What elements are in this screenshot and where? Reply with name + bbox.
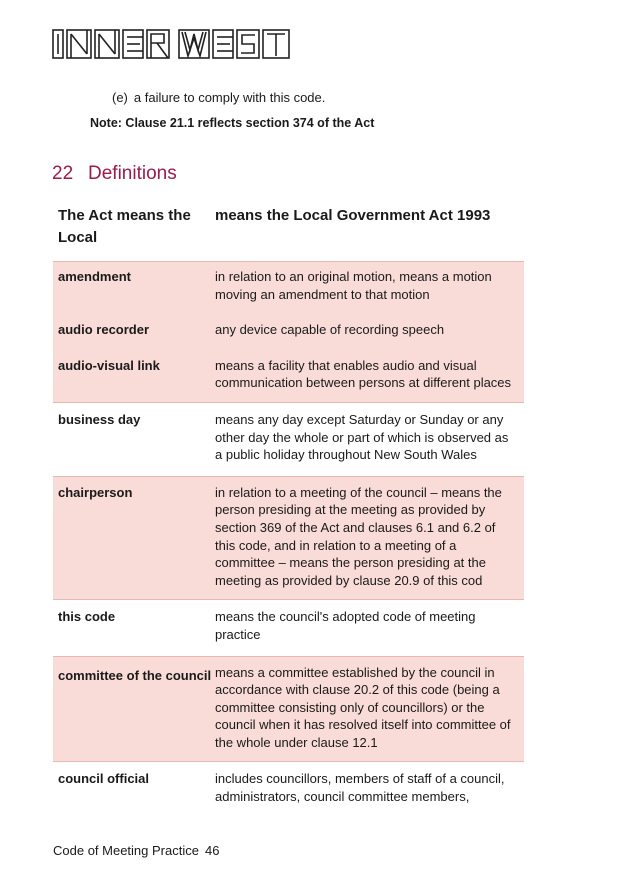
definition-term: committee of the council bbox=[58, 667, 212, 683]
definition-text: means a committee established by the council in accordance with clause 20.2 of this code (being a committee consisting only of councillors) or the council when it has resolved itself into committee of the whole under clause 12.1 bbox=[215, 664, 511, 750]
definition-group bbox=[53, 656, 524, 763]
clause-text: a failure to comply with this code. bbox=[133, 90, 326, 105]
definition-text: includes councillors, members of staff of a council, administrators, council committee members, bbox=[215, 771, 505, 805]
definition-term: council official bbox=[58, 771, 150, 787]
definition-group bbox=[53, 600, 524, 655]
page-footer bbox=[53, 843, 219, 858]
section-number: 22 bbox=[52, 163, 74, 184]
definition-term: audio recorder bbox=[58, 322, 150, 338]
definition-row bbox=[53, 411, 524, 464]
definition-text: means any day except Saturday or Sunday or any other day the whole or part of which is observed as a public holiday throughout New South Wales bbox=[215, 411, 509, 463]
definition-group bbox=[53, 476, 524, 601]
page-number: 46 bbox=[204, 843, 220, 858]
clause-item-e bbox=[112, 90, 325, 105]
definition-text: means a facility that enables audio and visual communication between persons at different places bbox=[215, 357, 512, 391]
definition-group bbox=[53, 403, 524, 476]
definition-row bbox=[53, 664, 524, 752]
definitions-table bbox=[53, 205, 524, 806]
definition-term: audio-visual link bbox=[58, 357, 160, 373]
definition-text: means the council's adopted code of meeting practice bbox=[215, 609, 476, 642]
definition-row bbox=[53, 484, 524, 590]
definition-term: this code bbox=[58, 609, 116, 625]
definition-term: chairperson bbox=[58, 484, 133, 500]
header-definition: means the Local Government Act 1993 bbox=[215, 207, 491, 224]
definition-term: business day bbox=[58, 411, 141, 427]
inner-west-logo bbox=[52, 28, 292, 67]
clause-label: (e) bbox=[112, 90, 128, 105]
definition-row bbox=[53, 321, 524, 339]
section-heading bbox=[52, 163, 177, 185]
footer-title: Code of Meeting Practice bbox=[53, 843, 199, 858]
table-header-row bbox=[53, 205, 524, 261]
definition-row bbox=[53, 608, 524, 643]
definition-text: any device capable of recording speech bbox=[215, 322, 445, 338]
header-term: The Act means the Local bbox=[58, 207, 191, 246]
note-text: Note: Clause 21.1 reflects section 374 of the Act bbox=[90, 116, 375, 130]
section-title: Definitions bbox=[88, 163, 177, 184]
definition-text: in relation to an original motion, means a motion moving an amendment to that motion bbox=[215, 269, 492, 302]
definition-row bbox=[53, 357, 524, 392]
definition-group bbox=[53, 261, 524, 403]
definition-text: in relation to a meeting of the council – means the person presiding at the meeting as provided by section 369 of the Act and clauses 6.1 and 6.2 of this code, and in relation to a meeting of a committee – means the person presiding at the meeting as provided by clause 20.9 of this cod bbox=[215, 484, 502, 588]
definition-row bbox=[53, 268, 524, 303]
definition-row bbox=[53, 770, 524, 805]
definition-group bbox=[53, 762, 524, 805]
definition-term: amendment bbox=[58, 269, 131, 284]
